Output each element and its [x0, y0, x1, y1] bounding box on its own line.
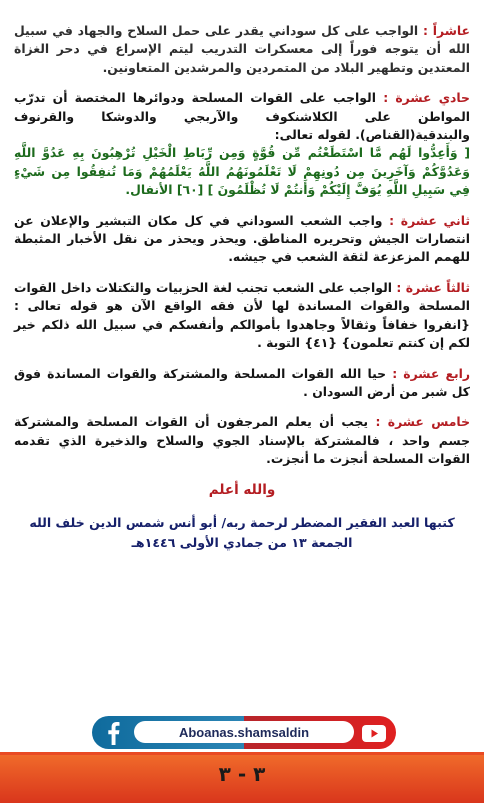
paragraph-heading: ثالثاً عشرة : [396, 279, 470, 295]
signature-date: الجمعة ١٣ من جمادي الأولى ١٤٤٦هـ [131, 534, 353, 550]
paragraph-14 [14, 365, 470, 402]
paragraph-heading: ثاني عشرة : [389, 212, 471, 228]
paragraph-13 [14, 279, 470, 353]
paragraph-text: الواجب على الشعب تجنب لغة الحزبيات والتكتلات داخل القوات المسلحة والقوات المساندة لها لأن فقه الواقع الآن هو قوله تعالى : {انفروا خفافاً وثقالاً وجاهدوا بأموالكم وأنفسكم في سبيل الله ذلكم خير لكم إن كنتم تعلمون} {٤١} التوبة . [14, 279, 470, 351]
article-body [14, 22, 470, 553]
signature-block [14, 513, 470, 553]
closing-phrase: والله أعلم [208, 481, 276, 498]
paragraph-text: واجب الشعب السوداني في كل مكان التبشير والإعلان عن انتصارات الجيش وتحريره المناطق. ويحذر ويحذر من نقل الأخبار المثبطة للهمم المزعزعة لثقة الشعب في جيشه. [14, 212, 470, 265]
signature-author: كتبها العبد الفقير المضطر لرحمة ربه/ أبو أنس شمس الدين خلف الله [29, 514, 455, 530]
facebook-icon[interactable] [100, 720, 126, 746]
page-footer [0, 752, 484, 803]
page-number: ٣ - ٣ [218, 762, 266, 786]
paragraph-15 [14, 413, 470, 468]
social-handle[interactable]: Aboanas.shamsaldin [134, 721, 354, 743]
paragraph-text: يجب أن يعلم المرجفون أن القوات المسلحة والمشتركة جسم واحد ، فالمشتركة بالإسناد الجوي والسلاح والذخيرة الذي تقدمه القوات المسلحة أنجزت ما أنجزت. [14, 414, 470, 467]
verse-reference: الأنفال. [125, 182, 177, 198]
paragraph-text: الواجب على القوات المسلحة ودوائرها المختصة أن تدرّب المواطن على الكلاشنكوف والآربجي والدوشكا والقرنوف والبندقية(القناص). لقوله تعالى: [14, 90, 470, 143]
paragraph-10 [14, 22, 470, 77]
paragraph-heading: رابع عشرة : [392, 365, 470, 381]
social-banner[interactable] [92, 716, 396, 749]
paragraph-text: حيا الله القوات المسلحة والمشتركة والقوات المساندة فوق كل شبر من أرض السودان . [14, 365, 470, 399]
youtube-icon[interactable] [362, 724, 386, 742]
quran-verse: [ وَأَعِدُّوا لَهُم مَّا اسْتَطَعْتُم مِّن قُوَّةٍ وَمِن رِّبَاطِ الْخَيْلِ تُرْهِبُونَ بِهِ عَدُوَّ اللَّهِ وَعَدُوَّكُمْ وَآخَرِينَ مِن دُونِهِمْ لَا تَعْلَمُونَهُمُ اللَّهُ يَعْلَمُهُمْ وَمَا تُنفِقُوا مِن شَيْءٍ فِي سَبِيلِ اللَّهِ يُوَفَّ إِلَيْكُمْ وَأَنتُمْ لَا تُظْلَمُونَ ] [٦٠] [14, 145, 470, 198]
paragraph-heading: حادي عشرة : [383, 90, 470, 106]
paragraph-text: الواجب على كل سوداني يقدر على حمل السلاح والجهاد في سبيل الله أن يتوجه فوراً إلى معسكرات التدريب ليتم الإسراع في دحر الغزاة المعتدين وتطهير البلاد من المتمردين والمرشدين المتعاونين. [14, 23, 470, 75]
paragraph-heading: عاشراً : [422, 23, 470, 38]
paragraph-heading: خامس عشرة : [375, 414, 470, 430]
paragraph-12 [14, 212, 470, 267]
paragraph-11 [14, 89, 470, 199]
